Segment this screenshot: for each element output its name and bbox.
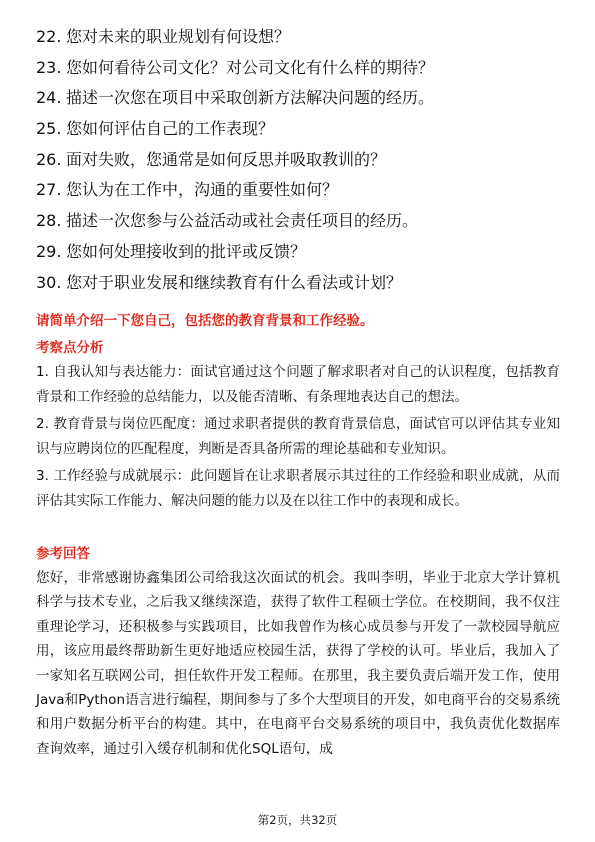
page-footer: 第2页，共32页 [257,813,338,827]
answer-heading: 参考回答 [36,546,90,562]
question-text: 描述一次您在项目中采取创新方法解决问题的经历。 [66,88,435,108]
question-item [36,206,566,237]
analysis-heading: 考察点分析 [36,340,104,356]
question-number: 23. [36,57,62,77]
featured-question: 请简单介绍一下您自己，包括您的教育背景和工作经验。 [36,313,374,329]
question-number: 29. [36,241,62,261]
question-text: 您认为在工作中，沟通的重要性如何？ [66,180,339,200]
question-number: 22. [36,27,62,46]
question-item [36,237,566,268]
question-item [36,53,566,84]
analysis-point: 1. 自我认知与表达能力：面试官通过这个问题了解求职者对自己的认识程度，包括教育背景和工作经验的总结能力，以及能否清晰、有条理地表达自己的想法。 [36,364,560,405]
question-list [36,22,566,298]
question-item [36,22,566,53]
question-text: 描述一次您参与公益活动或社会责任项目的经历。 [66,211,419,231]
question-number: 25. [36,119,62,139]
question-text: 面对失败，您通常是如何反思并吸取教训的？ [66,149,387,169]
analysis-section [36,360,560,516]
question-text: 您如何看待公司文化？对公司文化有什么样的期待？ [66,57,435,77]
question-number: 24. [36,88,62,108]
question-number: 27. [36,180,62,200]
question-item [36,268,566,299]
question-text: 您如何评估自己的工作表现？ [66,119,275,139]
question-text: 您对未来的职业规划有何设想？ [66,27,291,46]
question-text: 您如何处理接收到的批评或反馈？ [66,241,307,261]
answer-text: 您好，非常感谢协鑫集团公司给我这次面试的机会。我叫李明，毕业于北京大学计算机科学与技术专业，之后我又继续深造，获得了软件工程硕士学位。在校期间，我不仅注重理论学习，还积极参与实践项目，比如我曾作为核心成员参与开发了一款校园导航应用，该应用最终帮助新生更好地适应校园生活，获得了学校的认可。毕业后，我加入了一家知名互联网公司，担任软件开发工程师。在那里，我主要负责后端开发工作，使用Java和Python语言进行编程，期间参与了多个大型项目的开发，如电商平台的交易系统和用户数据分析平台的构建。其中，在电商平台交易系统的项目中，我负责优化数据库查询效率，通过引入缓存机制和优化SQL语句，成 [36,570,560,757]
question-text: 您对于职业发展和继续教育有什么看法或计划？ [66,272,403,292]
answer-section [36,566,560,761]
question-number: 26. [36,149,62,169]
question-item [36,145,566,176]
question-item [36,114,566,145]
question-number: 28. [36,211,62,231]
question-number: 30. [36,272,62,292]
question-item [36,83,566,114]
analysis-point: 2. 教育背景与岗位匹配度：通过求职者提供的教育背景信息，面试官可以评估其专业知识与应聘岗位的匹配程度，判断是否具备所需的理论基础和专业知识。 [36,416,560,457]
question-item [36,175,566,206]
analysis-point: 3. 工作经验与成就展示：此问题旨在让求职者展示其过往的工作经验和职业成就，从而评估其实际工作能力、解决问题的能力以及在以往工作中的表现和成长。 [36,468,560,509]
